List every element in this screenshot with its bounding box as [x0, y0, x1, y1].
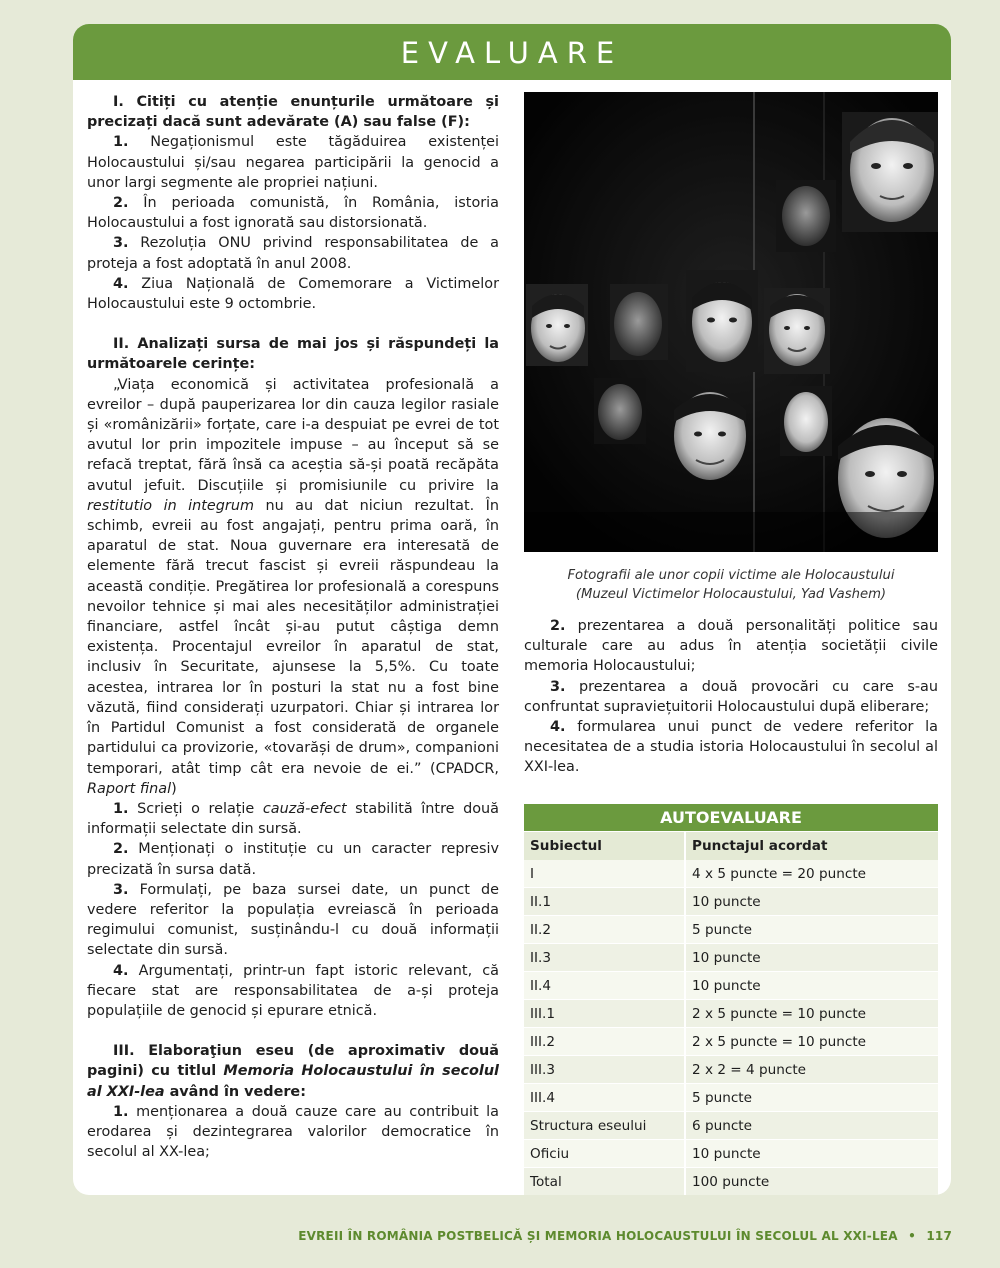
- section3-task: 2. prezentarea a două personalități politice sau culturale care au adus în atenția societății civile memoria Holocaustului;: [524, 618, 938, 675]
- table-row: II.2 5 puncte: [524, 916, 938, 944]
- portrait-center-left: [610, 284, 668, 360]
- table-row: II.1 10 puncte: [524, 888, 938, 916]
- table-row: Total 100 puncte: [524, 1168, 938, 1196]
- section1-item: 3. Rezoluția ONU privind responsabilitatea de a proteja a fost adoptată în anul 2008.: [87, 235, 499, 272]
- portrait-left: [526, 284, 588, 366]
- table-row: III.2 2 x 5 puncte = 10 puncte: [524, 1028, 938, 1056]
- section2-question: 2. Menționați o instituție cu un caracter represiv precizată în sursa dată.: [87, 841, 499, 878]
- portrait-lower-right-small: [780, 386, 832, 456]
- source-quote: „Viața economică și activitatea profesională a evreilor – după pauperizarea lor din cauza legilor rasiale și «românizării» forțate, care i-a despuiat pe evrei de tot avutul lor prin impozitele impuse – au început să se refacă treptat, fără însă ca aceștia să-și poată recăpăta avutul jefuit. Discuțiile și promisiunile cu privire la restitutio in integrum nu au dat niciun rezultat. În schimb, evreii au fost angajați, pentru prima oară, în aparatul de stat. Noua guvernare era interesată de elemente fără trecut fascist și evreii răspundeau la această condiție. Pregătirea lor profesională a corespuns nevoilor tehnice și mai ales necesităților administrației financiare, astfel încât și-au putut câștiga demn existența. Procentajul evreilor în aparatul de stat, inclusiv în Securitate, ajunsese la 5,5%. Cu toate acestea, intrarea lor în posturi la stat nu a fost bine văzută, fiind considerați uzurpatori. Chiar și intrarea lor în Partidul Comunist a fost considerată de organele partidului ca provizorie, «tovarăși de drum», companioni temporari, atât timp cât era nevoie de ei.” (CPADCR, Raport final): [87, 376, 499, 797]
- holocaust-children-photo: [524, 92, 938, 552]
- page-footer: [298, 1229, 952, 1243]
- section3-task: 3. prezentarea a două provocări cu care s-au confruntat supraviețuitorii Holocaustului după eliberare;: [524, 678, 938, 715]
- table-row: II.3 10 puncte: [524, 944, 938, 972]
- portrait-top-right: [842, 112, 938, 232]
- section3-task: 1. menționarea a două cauze care au contribuit la erodarea și dezintegrarea valorilor democratice în secolul al XX-lea;: [87, 1103, 499, 1161]
- footer-separator: •: [908, 1229, 916, 1243]
- evaluation-card: [73, 24, 951, 1195]
- table-row: III.1 2 x 5 puncte = 10 puncte: [524, 1000, 938, 1028]
- section2-question: 1. Scrieți o relație cauză-efect stabilită între două informații selectate din sursă.: [87, 800, 499, 838]
- table-header-subject: Subiectul: [524, 832, 685, 861]
- section1-item: 1. Negaționismul este tăgăduirea existenței Holocaustului și/sau negarea participării la genocid a unor largi segmente ale propriei națiuni.: [87, 134, 499, 191]
- page-header: [73, 24, 951, 80]
- photo-illustration: [524, 92, 938, 552]
- left-column: [87, 92, 499, 1162]
- table-row: Structura eseului 6 puncte: [524, 1112, 938, 1140]
- autoevaluare-title: AUTOEVALUARE: [524, 804, 938, 832]
- table-row: III.3 2 x 2 = 4 puncte: [524, 1056, 938, 1084]
- table-header-points: Punctajul acordat: [685, 832, 938, 861]
- section2-heading: II. Analizați sursa de mai jos și răspundeți la următoarele cerințe:: [87, 336, 499, 373]
- footer-chapter-title: EVREII ÎN ROMÂNIA POSTBELICĂ ȘI MEMORIA HOLOCAUSTULUI ÎN SECOLUL AL XXI-LEA: [298, 1229, 898, 1243]
- table-row: Oficiu 10 puncte: [524, 1140, 938, 1168]
- page-number: 117: [926, 1229, 952, 1243]
- section3-heading: III. Elaboraţiun eseu (de aproximativ două pagini) cu titlul Memoria Holocaustului în secolul al XXI-lea având în vedere:: [87, 1043, 499, 1100]
- section3-tasks-continued: [524, 616, 938, 778]
- right-column: [524, 92, 938, 778]
- section3-task: 4. formularea unui punct de vedere referitor la necesitatea de a studia istoria Holocaustului în secolul al XXI-lea.: [524, 719, 938, 776]
- photo-caption: Fotografii ale unor copii victime ale Holocaustului (Muzeul Victimelor Holocaustului, Yad Vashem): [567, 568, 895, 602]
- autoevaluare-table: [524, 804, 938, 1195]
- table-row: I 4 x 5 puncte = 20 puncte: [524, 860, 938, 888]
- section1-item: 4. Ziua Națională de Comemorare a Victimelor Holocaustului este 9 octombrie.: [87, 275, 499, 313]
- table-row: II.4 10 puncte: [524, 972, 938, 1000]
- table-row: III.4 5 puncte: [524, 1084, 938, 1112]
- portrait-center: [686, 270, 758, 372]
- portrait-lower-center: [674, 392, 746, 480]
- section1-heading: I. Citiți cu atenție enunțurile următoare și precizați dacă sunt adevărate (A) sau false (F):: [87, 94, 499, 131]
- portrait-upper-mid: [776, 180, 836, 252]
- section2-question: 3. Formulați, pe baza sursei date, un punct de vedere referitor la populația evreiască în perioada regimului comunist, susținându-l cu două informații selectate din sursă.: [87, 881, 499, 959]
- section2-question: 4. Argumentați, printr-un fapt istoric relevant, că fiecare stat are responsabilitatea de a-și proteja populațiile de genocid și epurare etnică.: [87, 962, 499, 1019]
- portrait-center-right: [764, 288, 830, 374]
- section1-item: 2. În perioada comunistă, în România, istoria Holocaustului a fost ignorată sau distorsionată.: [87, 195, 499, 232]
- portrait-mid-lower-left: [594, 378, 646, 444]
- header-title: EVALUARE: [400, 36, 624, 70]
